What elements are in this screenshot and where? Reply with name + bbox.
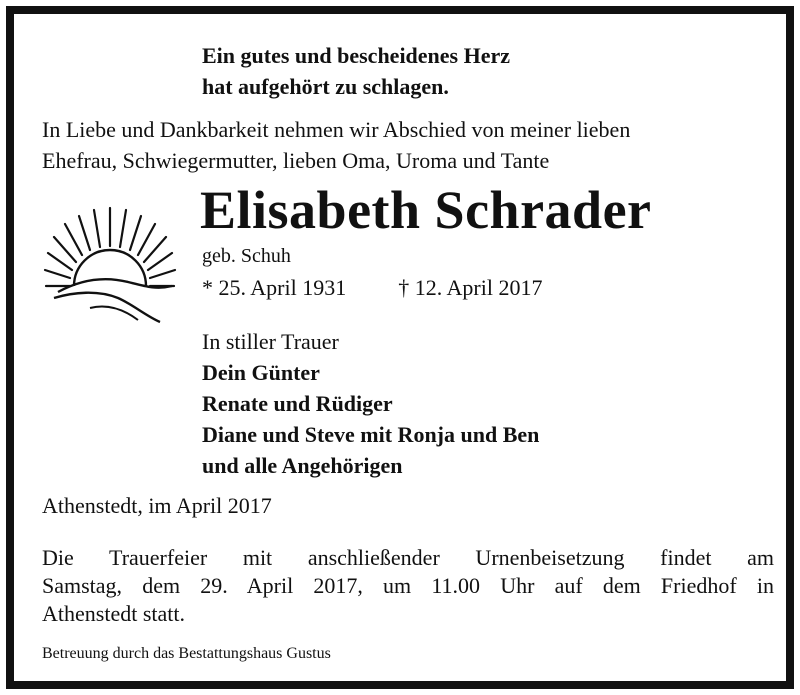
funeral-details-line-3: Athenstedt statt. bbox=[42, 601, 185, 626]
opening-quote bbox=[202, 40, 510, 102]
funeral-details-line-1: Die Trauerfeier mit anschließender Urnenbeisetzung findet am bbox=[42, 545, 774, 570]
intro-text bbox=[42, 114, 630, 176]
undertaker-credit: Betreuung durch das Bestattungshaus Gustus bbox=[42, 645, 331, 662]
deceased-name: Elisabeth Schrader bbox=[200, 180, 652, 240]
mourning-heading: In stiller Trauer bbox=[202, 329, 339, 354]
mourner-name: und alle Angehörigen bbox=[202, 453, 403, 478]
intro-line-1: In Liebe und Dankbarkeit nehmen wir Abschied von meiner lieben bbox=[42, 117, 631, 142]
mourners-block bbox=[202, 326, 539, 481]
mourner-name: Renate und Rüdiger bbox=[202, 391, 393, 416]
quote-line-1: Ein gutes und bescheidenes Herz bbox=[202, 43, 511, 68]
intro-line-2: Ehefrau, Schwiegermutter, lieben Oma, Uroma und Tante bbox=[42, 148, 550, 173]
place-and-date: Athenstedt, im April 2017 bbox=[42, 493, 272, 518]
death-date: † 12. April 2017 bbox=[398, 275, 543, 300]
mourner-name: Diane und Steve mit Ronja und Ben bbox=[202, 422, 540, 447]
sunset-over-hills-icon bbox=[40, 204, 180, 334]
life-dates bbox=[202, 274, 542, 302]
maiden-name: geb. Schuh bbox=[202, 245, 291, 267]
funeral-details bbox=[42, 544, 774, 628]
obituary-notice bbox=[6, 6, 794, 689]
birth-date: * 25. April 1931 bbox=[202, 275, 347, 300]
mourner-name: Dein Günter bbox=[202, 360, 320, 385]
funeral-details-line-2: Samstag, dem 29. April 2017, um 11.00 Uhr auf dem Friedhof in bbox=[42, 573, 774, 598]
quote-line-2: hat aufgehört zu schlagen. bbox=[202, 74, 449, 99]
